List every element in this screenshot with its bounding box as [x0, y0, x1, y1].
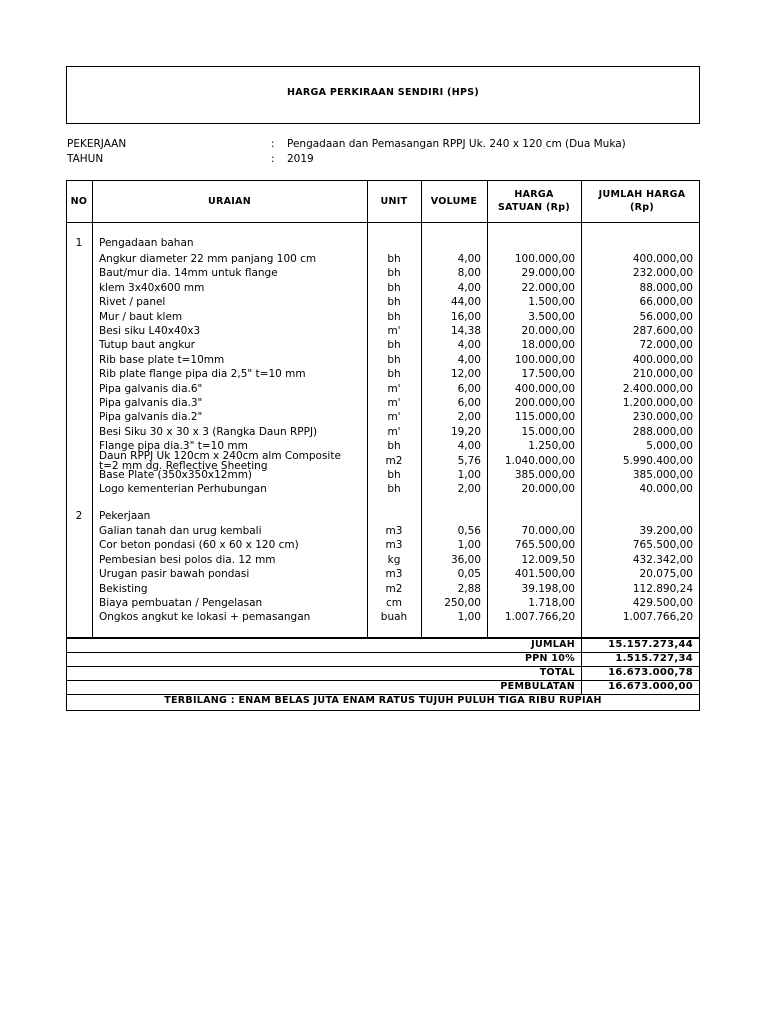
- row-volume: 8,00: [457, 267, 481, 280]
- row-unit: m3: [385, 568, 403, 581]
- row-unit: m': [387, 382, 401, 395]
- row-uraian: Mur / baut klem: [99, 310, 183, 323]
- row-jumlah-harga: 1.007.766,20: [622, 611, 693, 624]
- row-volume: 2,88: [457, 582, 481, 595]
- row-uraian: Bekisting: [99, 582, 148, 595]
- row-jumlah-harga: 385.000,00: [632, 469, 693, 481]
- row-harga-satuan: 1.040.000,00: [504, 454, 575, 467]
- row-jumlah-harga: 1.200.000,00: [622, 397, 693, 409]
- row-volume: 19,20: [450, 425, 481, 438]
- row-unit: bh: [387, 296, 401, 309]
- row-jumlah-harga: 2.400.000,00: [622, 382, 693, 395]
- row-harga-satuan: 765.500,00: [514, 539, 575, 552]
- row-harga-satuan: 22.000,00: [521, 281, 575, 294]
- info-sep-tahun: :: [271, 153, 275, 165]
- row-volume: 2,00: [457, 411, 481, 424]
- row-uraian: Base Plate (350x350x12mm): [99, 469, 253, 481]
- row-uraian: Urugan pasir bawah pondasi: [99, 568, 250, 581]
- row-uraian: Pipa galvanis dia.2": [99, 411, 203, 424]
- row-uraian: Angkur diameter 22 mm panjang 100 cm: [99, 253, 317, 265]
- row-volume: 4,00: [457, 339, 481, 352]
- header-jumlah-harga: JUMLAH HARGA (Rp): [598, 189, 686, 213]
- row-harga-satuan: 385.000,00: [514, 469, 575, 481]
- row-uraian: Rivet / panel: [99, 296, 166, 309]
- header-uraian: URAIAN: [207, 196, 252, 207]
- row-uraian: Besi Siku 30 x 30 x 3 (Rangka Daun RPPJ): [99, 425, 318, 438]
- section-no: 1: [75, 237, 83, 249]
- row-volume: 2,00: [457, 483, 481, 496]
- header-divider: [66, 222, 700, 223]
- info-value-tahun: 2019: [287, 153, 314, 165]
- row-unit: bh: [387, 281, 401, 294]
- row-harga-satuan: 115.000,00: [514, 411, 575, 424]
- row-volume: 1,00: [457, 539, 481, 552]
- row-unit: bh: [387, 368, 401, 381]
- row-harga-satuan: 15.000,00: [521, 425, 575, 438]
- row-unit: buah: [380, 611, 408, 624]
- row-volume: 4,00: [457, 353, 481, 366]
- row-uraian: Tutup baut angkur: [99, 339, 195, 352]
- row-volume: 6,00: [457, 397, 481, 409]
- row-uraian: Baut/mur dia. 14mm untuk flange: [99, 267, 278, 280]
- row-unit: bh: [387, 440, 401, 453]
- row-unit: m': [387, 425, 401, 438]
- row-unit: bh: [387, 483, 401, 496]
- summary-col-divider: [581, 638, 582, 694]
- row-jumlah-harga: 40.000,00: [639, 483, 693, 496]
- row-jumlah-harga: 232.000,00: [632, 267, 693, 280]
- row-unit: m2: [385, 582, 403, 595]
- row-volume: 4,00: [457, 281, 481, 294]
- row-jumlah-harga: 72.000,00: [639, 339, 693, 352]
- row-uraian: Cor beton pondasi (60 x 60 x 120 cm): [99, 539, 299, 552]
- header-harga-satuan: HARGA SATUAN (Rp): [497, 189, 571, 213]
- row-harga-satuan: 100.000,00: [514, 353, 575, 366]
- row-jumlah-harga: 288.000,00: [632, 425, 693, 438]
- row-volume: 12,00: [450, 368, 481, 381]
- row-harga-satuan: 1.500,00: [528, 296, 575, 309]
- summary-label-total: TOTAL: [539, 667, 575, 678]
- row-jumlah-harga: 5.000,00: [646, 440, 693, 453]
- row-uraian: Daun RPPJ Uk 120cm x 240cm alm Composite t=2 mm dg. Reflective Sheeting: [99, 449, 341, 472]
- row-harga-satuan: 29.000,00: [521, 267, 575, 280]
- row-jumlah-harga: 287.600,00: [632, 325, 693, 337]
- summary-label-jumlah: JUMLAH: [531, 639, 575, 650]
- row-harga-satuan: 100.000,00: [514, 253, 575, 265]
- row-harga-satuan: 1.250,00: [528, 440, 575, 453]
- summary-label-pembulatan: PEMBULATAN: [500, 681, 575, 692]
- row-jumlah-harga: 432.342,00: [632, 553, 693, 566]
- row-volume: 4,00: [457, 440, 481, 453]
- row-volume: 16,00: [450, 310, 481, 323]
- section-title: Pekerjaan: [99, 510, 151, 522]
- row-unit: bh: [387, 267, 401, 280]
- info-sep-pekerjaan: :: [271, 138, 275, 150]
- row-jumlah-harga: 230.000,00: [632, 411, 693, 424]
- row-volume: 14,38: [450, 325, 481, 337]
- header-no: NO: [70, 196, 88, 207]
- row-jumlah-harga: 429.500,00: [632, 597, 693, 609]
- row-volume: 0,56: [457, 525, 481, 537]
- row-volume: 5,76: [457, 454, 481, 467]
- row-uraian: Ongkos angkut ke lokasi + pemasangan: [99, 611, 311, 624]
- row-unit: bh: [387, 339, 401, 352]
- row-unit: bh: [387, 353, 401, 366]
- row-uraian: Biaya pembuatan / Pengelasan: [99, 597, 263, 609]
- row-unit: m3: [385, 525, 403, 537]
- row-volume: 36,00: [450, 553, 481, 566]
- row-unit: m2: [385, 454, 403, 467]
- row-volume: 6,00: [457, 382, 481, 395]
- row-jumlah-harga: 112.890,24: [632, 582, 693, 595]
- row-jumlah-harga: 88.000,00: [639, 281, 693, 294]
- row-unit: cm: [385, 597, 402, 609]
- row-uraian: Pipa galvanis dia.3": [99, 397, 203, 409]
- row-jumlah-harga: 765.500,00: [632, 539, 693, 552]
- row-volume: 0,05: [457, 568, 481, 581]
- header-volume: VOLUME: [430, 196, 478, 207]
- row-harga-satuan: 39.198,00: [521, 582, 575, 595]
- row-harga-satuan: 20.000,00: [521, 483, 575, 496]
- section-no: 2: [75, 510, 83, 522]
- header-unit: UNIT: [380, 196, 408, 207]
- row-volume: 250,00: [444, 597, 481, 609]
- summary-value-total: 16.673.000,78: [608, 667, 693, 678]
- row-uraian: Pipa galvanis dia.6": [99, 382, 203, 395]
- row-harga-satuan: 3.500,00: [528, 310, 575, 323]
- row-uraian: Rib base plate t=10mm: [99, 353, 225, 366]
- row-jumlah-harga: 56.000,00: [639, 310, 693, 323]
- row-uraian: Besi siku L40x40x3: [99, 325, 201, 337]
- row-unit: bh: [387, 253, 401, 265]
- summary-value-pembulatan: 16.673.000,00: [608, 681, 693, 692]
- row-harga-satuan: 12.009,50: [521, 553, 575, 566]
- row-jumlah-harga: 400.000,00: [632, 253, 693, 265]
- col-divider-no: [92, 180, 93, 638]
- row-jumlah-harga: 210.000,00: [632, 368, 693, 381]
- row-uraian: klem 3x40x600 mm: [99, 281, 205, 294]
- row-harga-satuan: 70.000,00: [521, 525, 575, 537]
- row-uraian: Rib plate flange pipa dia 2,5" t=10 mm: [99, 368, 306, 381]
- row-harga-satuan: 400.000,00: [514, 382, 575, 395]
- row-unit: bh: [387, 310, 401, 323]
- row-uraian: Logo kementerian Perhubungan: [99, 483, 267, 496]
- row-jumlah-harga: 66.000,00: [639, 296, 693, 309]
- row-jumlah-harga: 39.200,00: [639, 525, 693, 537]
- page-title: HARGA PERKIRAAN SENDIRI (HPS): [286, 87, 479, 98]
- row-uraian: Pembesian besi polos dia. 12 mm: [99, 553, 276, 566]
- row-jumlah-harga: 20.075,00: [639, 568, 693, 581]
- row-harga-satuan: 401.500,00: [514, 568, 575, 581]
- row-volume: 1,00: [457, 611, 481, 624]
- row-unit: kg: [387, 553, 401, 566]
- section-title: Pengadaan bahan: [99, 237, 194, 249]
- summary-value-ppn: 1.515.727,34: [615, 653, 693, 664]
- summary-label-ppn: PPN 10%: [524, 653, 575, 664]
- row-unit: m': [387, 325, 401, 337]
- row-harga-satuan: 20.000,00: [521, 325, 575, 337]
- row-harga-satuan: 1.718,00: [528, 597, 575, 609]
- terbilang: TERBILANG : ENAM BELAS JUTA ENAM RATUS TUJUH PULUH TIGA RIBU RUPIAH: [164, 695, 602, 706]
- row-unit: m': [387, 397, 401, 409]
- row-volume: 1,00: [457, 469, 481, 481]
- row-harga-satuan: 18.000,00: [521, 339, 575, 352]
- summary-value-jumlah: 15.157.273,44: [608, 639, 693, 650]
- row-volume: 44,00: [450, 296, 481, 309]
- row-uraian: Flange pipa dia.3" t=10 mm: [99, 440, 248, 453]
- row-volume: 4,00: [457, 253, 481, 265]
- row-jumlah-harga: 5.990.400,00: [622, 454, 693, 467]
- row-uraian: Galian tanah dan urug kembali: [99, 525, 262, 537]
- row-harga-satuan: 200.000,00: [514, 397, 575, 409]
- info-label-pekerjaan: PEKERJAAN: [67, 138, 127, 150]
- info-label-tahun: TAHUN: [67, 153, 104, 165]
- row-unit: bh: [387, 469, 401, 481]
- row-unit: m3: [385, 539, 403, 552]
- row-harga-satuan: 1.007.766,20: [504, 611, 575, 624]
- info-value-pekerjaan: Pengadaan dan Pemasangan RPPJ Uk. 240 x 120 cm (Dua Muka): [287, 138, 626, 150]
- row-unit: m': [387, 411, 401, 424]
- row-harga-satuan: 17.500,00: [521, 368, 575, 381]
- row-jumlah-harga: 400.000,00: [632, 353, 693, 366]
